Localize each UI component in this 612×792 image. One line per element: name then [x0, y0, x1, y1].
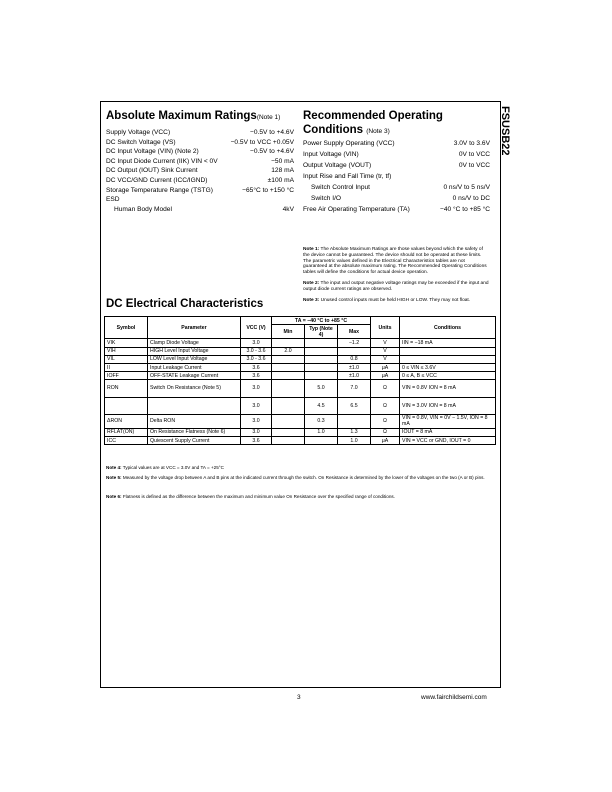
- rec-op-label: Output Voltage (VOUT): [303, 162, 372, 169]
- rec-op-value: 0 ns/V to DC: [452, 195, 490, 202]
- table-row: [105, 372, 496, 380]
- cell-units: Ω: [371, 380, 400, 397]
- cell-typ: 4.5: [305, 397, 338, 414]
- cell-max: 1.3: [338, 428, 371, 436]
- th-symbol: Symbol: [105, 317, 148, 339]
- note-tag: Note 1:: [303, 247, 320, 252]
- cell-units: V: [371, 347, 400, 355]
- cell-min: [272, 355, 305, 363]
- cell-vcc: 3.0 - 3.6: [241, 355, 272, 363]
- table-row: [105, 437, 496, 445]
- cell-units: V: [371, 355, 400, 363]
- rec-op-value: 0V to VCC: [458, 162, 490, 169]
- cell-typ: [305, 437, 338, 445]
- table-row: [105, 347, 496, 355]
- cell-vcc: 3.6: [241, 372, 272, 380]
- abs-max-title: Absolute Maximum Ratings(Note 1): [106, 110, 281, 122]
- rec-op-label: Power Supply Operating (VCC): [303, 140, 395, 147]
- table-row: [105, 363, 496, 371]
- cell-min: [272, 437, 305, 445]
- abs-max-value: 4kV: [282, 205, 294, 213]
- cell-max: 0.8: [338, 355, 371, 363]
- cell-vcc: 3.0: [241, 397, 272, 414]
- cell-max: 7.0: [338, 380, 371, 397]
- abs-max-value: −0.5V to VCC +0.05V: [230, 138, 294, 146]
- cell-typ: [305, 339, 338, 347]
- cell-sym: VIH: [105, 347, 148, 355]
- note-text: Unused control inputs must be held HIGH or LOW. They may not float.: [320, 298, 471, 303]
- rec-op-note: [303, 298, 490, 304]
- table-row: [105, 355, 496, 363]
- cell-units: Ω: [371, 428, 400, 436]
- th-units: Units: [371, 317, 400, 339]
- cell-max: [338, 347, 371, 355]
- cell-typ: 1.0: [305, 428, 338, 436]
- abs-max-value: −65°C to +150 °C: [242, 186, 294, 194]
- cell-cond: 0 ≤ VIN ≤ 3.6V: [400, 363, 496, 371]
- cell-max: ±1.0: [338, 372, 371, 380]
- rec-op-note: [303, 247, 490, 276]
- cell-min: [272, 414, 305, 428]
- cell-min: [272, 372, 305, 380]
- note-tag: Note 6:: [106, 494, 122, 499]
- table-row: [105, 414, 496, 428]
- cell-param: Quiescent Supply Current: [148, 437, 241, 445]
- th-max: Max: [338, 325, 371, 339]
- cell-typ: [305, 372, 338, 380]
- cell-units: μA: [371, 372, 400, 380]
- cell-sym: VIK: [105, 339, 148, 347]
- th-ta: TA = −40 °C to +85 °C: [272, 317, 371, 325]
- abs-max-label: DC VCC/GND Current (ICC/IGND): [106, 177, 208, 184]
- dc-note: [106, 465, 494, 471]
- abs-max-label: DC Switch Voltage (VS): [106, 138, 176, 146]
- cell-cond: IIN = −18 mA: [400, 339, 496, 347]
- rec-op-value: 3.0V to 3.6V: [453, 140, 490, 147]
- th-conditions: Conditions: [400, 317, 496, 339]
- cell-typ: [305, 355, 338, 363]
- cell-cond: 0 ≤ A, B ≤ VCC: [400, 372, 496, 380]
- footer-url: www.fairchildsemi.com: [421, 694, 487, 701]
- cell-max: 6.5: [338, 397, 371, 414]
- rec-op-title: Recommended Operating Conditions (Note 3): [303, 110, 443, 136]
- rec-op-label: Switch I/O: [311, 195, 342, 202]
- note-tag: Note 2:: [303, 281, 320, 286]
- cell-vcc: 3.0: [241, 428, 272, 436]
- cell-min: [272, 397, 305, 414]
- note-text: Measured by the voltage drop between A and B pins at the indicated current through the switch. On Resistance is determined by the lower of the voltages on the two (A or B) pins.: [122, 475, 485, 480]
- dc-note: [106, 475, 494, 481]
- abs-max-label: DC Input Voltage (VIN) (Note 2): [106, 148, 199, 156]
- cell-sym: RFLAT(ON): [105, 428, 148, 436]
- abs-max-value: ±100 mA: [267, 177, 294, 184]
- cell-param: Delta RON: [148, 414, 241, 428]
- th-parameter: Parameter: [148, 317, 241, 339]
- rec-op-label: Input Voltage (VIN): [303, 151, 359, 158]
- cell-sym: II: [105, 363, 148, 371]
- cell-cond: VIN = 3.0V ION = 8 mA: [400, 397, 496, 414]
- rec-op-value: 0V to VCC: [458, 151, 490, 158]
- side-title: FSUSB22: [499, 106, 511, 156]
- cell-max: −1.2: [338, 339, 371, 347]
- cell-param: Input Leakage Current: [148, 363, 241, 371]
- cell-min: 2.0: [272, 347, 305, 355]
- abs-max-value: −0.5V to +4.6V: [250, 148, 294, 156]
- cell-min: [272, 380, 305, 397]
- cell-cond: [400, 355, 496, 363]
- cell-vcc: 3.0: [241, 414, 272, 428]
- rec-op-label: Switch Control Input: [311, 184, 371, 191]
- table-row: [105, 397, 496, 414]
- cell-sym: RON: [105, 380, 148, 397]
- cell-param: LOW Level Input Voltage: [148, 355, 241, 363]
- cell-vcc: 3.0: [241, 339, 272, 347]
- cell-min: [272, 339, 305, 347]
- rec-op-value: 0 ns/V to 5 ns/V: [443, 184, 490, 191]
- cell-cond: VIN = 0.8V ION = 8 mA: [400, 380, 496, 397]
- cell-typ: [305, 347, 338, 355]
- cell-vcc: 3.0 - 3.6: [241, 347, 272, 355]
- cell-units: μA: [371, 437, 400, 445]
- abs-max-label: Supply Voltage (VCC): [106, 129, 171, 136]
- abs-max-value: 128 mA: [271, 167, 294, 175]
- cell-typ: 0.3: [305, 414, 338, 428]
- note-tag: Note 3:: [303, 298, 320, 303]
- cell-max: ±1.0: [338, 363, 371, 371]
- rec-op-value: −40 °C to +85 °C: [440, 206, 490, 213]
- cell-param: OFF-STATE Leakage Current: [148, 372, 241, 380]
- dc-note: [106, 494, 494, 500]
- cell-param: Clamp Diode Voltage: [148, 339, 241, 347]
- abs-max-label: Storage Temperature Range (TSTG): [106, 186, 213, 194]
- cell-cond: IOUT = 8 mA: [400, 428, 496, 436]
- cell-units: Ω: [371, 397, 400, 414]
- note-text: The input and output negative voltage ratings may be exceeded if the input and output diode current ratings are observed.: [303, 281, 489, 292]
- cell-sym: IOFF: [105, 372, 148, 380]
- rec-op-label: Free Air Operating Temperature (TA): [303, 206, 410, 213]
- cell-cond: VIN = 0.8V, VIN = 0V − 1.5V, ION = 8 mA: [400, 414, 496, 428]
- cell-vcc: 3.0: [241, 380, 272, 397]
- note-text: The Absolute Maximum Ratings are those values beyond which the safety of the device cannot be guaranteed. The device should not be operated at these limits. The parametric values defined in the Electrical Characteristics tables are not guaranteed at the absolute maximum rating. The Recommended Operating Conditions tables will define the conditions for actual device operation.: [303, 247, 487, 276]
- table-row: [105, 339, 496, 347]
- cell-typ: 5.0: [305, 380, 338, 397]
- cell-sym: ICC: [105, 437, 148, 445]
- note-text: Flatness is defined as the difference between the maximum and minimum value On Resistance over the specified range of conditions.: [122, 494, 395, 499]
- note-text: Typical values are at VCC = 3.0V and TA = +25°C: [122, 465, 224, 470]
- cell-sym: VIL: [105, 355, 148, 363]
- cell-sym: [105, 397, 148, 414]
- dc-table: [104, 316, 496, 445]
- abs-max-label: Human Body Model: [114, 205, 172, 213]
- cell-max: [338, 414, 371, 428]
- table-row: [105, 428, 496, 436]
- cell-param: On Resistance Flatness (Note 6): [148, 428, 241, 436]
- th-vcc: VCC (V): [241, 317, 272, 339]
- page-number: 3: [297, 694, 301, 701]
- cell-units: μA: [371, 363, 400, 371]
- cell-param: HIGH Level Input Voltage: [148, 347, 241, 355]
- cell-sym: ΔRON: [105, 414, 148, 428]
- cell-max: 1.0: [338, 437, 371, 445]
- cell-min: [272, 363, 305, 371]
- cell-units: Ω: [371, 414, 400, 428]
- cell-cond: [400, 347, 496, 355]
- abs-max-label: ESD: [106, 196, 120, 204]
- cell-min: [272, 428, 305, 436]
- note-tag: Note 5:: [106, 475, 122, 480]
- rec-op-label: Input Rise and Fall Time (tr, tf): [303, 173, 392, 180]
- cell-vcc: 3.6: [241, 437, 272, 445]
- cell-units: V: [371, 339, 400, 347]
- abs-max-label: DC Input Diode Current (IIK) VIN < 0V: [106, 157, 218, 165]
- cell-cond: VIN = VCC or GND, IOUT = 0: [400, 437, 496, 445]
- th-typ: Typ (Note 4): [305, 325, 338, 339]
- note-tag: Note 4:: [106, 465, 122, 470]
- table-row: [105, 380, 496, 397]
- cell-vcc: 3.6: [241, 363, 272, 371]
- abs-max-value: −0.5V to +4.6V: [250, 129, 294, 136]
- abs-max-label: DC Output (IOUT) Sink Current: [106, 167, 198, 175]
- cell-param: [148, 397, 241, 414]
- dc-title: DC Electrical Characteristics: [106, 298, 264, 310]
- abs-max-value: −50 mA: [271, 157, 294, 165]
- rec-op-note: [303, 281, 490, 293]
- cell-param: Switch On Resistance (Note 5): [148, 380, 241, 397]
- cell-typ: [305, 363, 338, 371]
- th-min: Min: [272, 325, 305, 339]
